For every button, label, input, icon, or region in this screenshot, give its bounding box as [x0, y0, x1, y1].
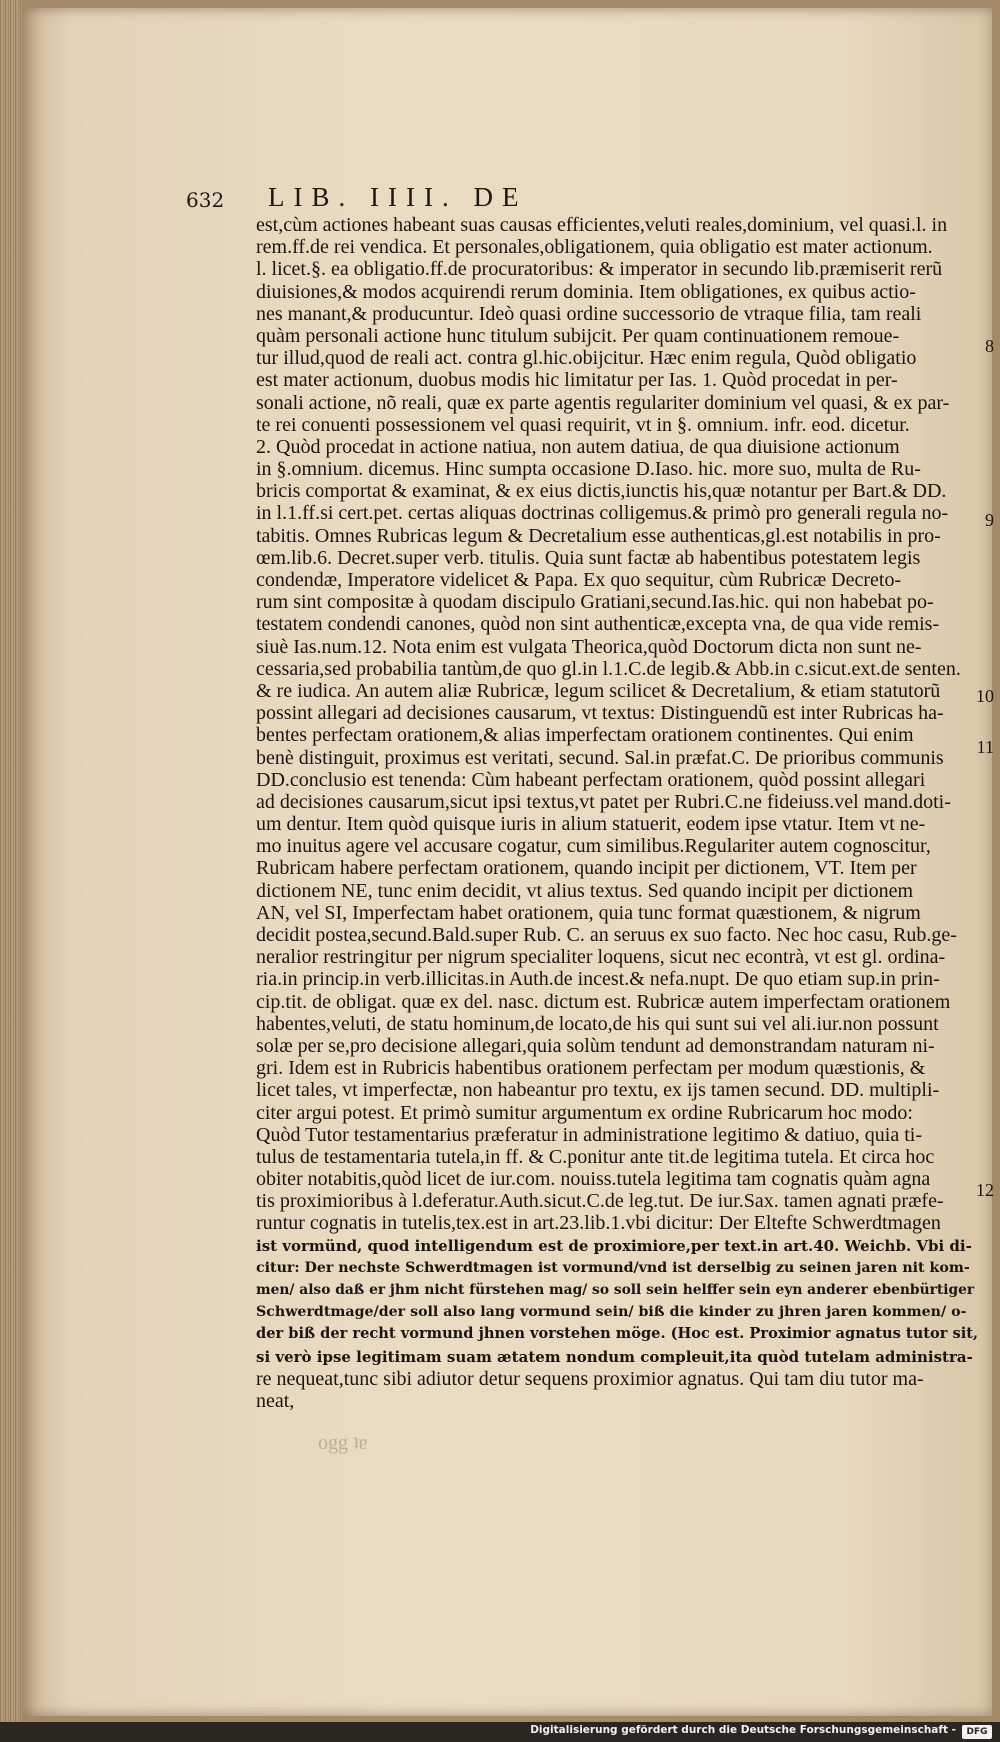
margin-number: 9: [985, 510, 994, 530]
margin-number: 8: [985, 336, 994, 356]
text-line: siuè Ias.num.12. Nota enim est vulgata Theorica,quòd Doctorum dicta non sunt ne-: [256, 635, 922, 658]
text-line: testatem condendi canones, quòd non sint authenticæ,excepta vna, de qua vide remis-: [256, 613, 940, 636]
text-line: solæ per se,pro decisione allegari,quia solùm tendunt ad demonstrandam naturam ni-: [256, 1034, 935, 1057]
text-line: bentes perfectam orationem,& alias imperfectam orationem continentes. Qui enim: [256, 724, 914, 747]
text-line: Rubricam habere perfectam orationem, quando incipit per dictionem, VT. Item per: [256, 857, 917, 880]
text-line: rum sint compositæ à quodam discipulo Gratiani,secund.Ias.hic. qui non habebat po-: [256, 591, 934, 614]
show-through-text: ogg ʇɐ: [318, 1432, 368, 1454]
text-line: licet tales, vt imperfectæ, non habeantur pro textu, ex ijs tamen secund. DD. multipli-: [256, 1079, 940, 1102]
text-line: si verò ipse legitimam suam ætatem nondum compleuit,ita quòd tutelam administra-: [256, 1347, 973, 1366]
text-line: in l.1.ff.si cert.pet. certas aliquas doctrinas colligemus.& primò pro generali regula no-: [256, 502, 949, 525]
text-line: sonali actione, nõ reali, quæ ex parte agentis regulariter dominium vel quasi, & ex par-: [256, 391, 950, 414]
margin-number: 11: [976, 737, 994, 757]
text-line: runtur cognatis in tutelis,tex.est in art.23.lib.1.vbi dicitur: Der Eltefte Schwerdtmagen: [256, 1212, 941, 1235]
text-line: l. licet.§. ea obligatio.ff.de procuratoribus: & imperator in secundo lib.præmiserit rerũ: [256, 258, 943, 281]
running-head: LIB. IIII. DE: [268, 182, 528, 212]
text-line: ist vormünd, quod intelligendum est de proximiore,per text.in art.40. Weichb. Vbi di-: [256, 1236, 972, 1255]
text-line: men/ also daß er jhm nicht fürstehen mag/ so soll sein helffer sein eyn anderer ebenbürtiger: [256, 1282, 975, 1298]
footer-credit: Digitalisierung gefördert durch die Deutsche Forschungsgemeinschaft -: [530, 1724, 956, 1736]
text-line: neat,: [256, 1389, 295, 1412]
text-line: ad decisiones causarum,sicut ipsi textus,vt patet per Rubri.C.ne fideiuss.vel mand.doti-: [256, 790, 951, 813]
text-line: ria.in princip.in verb.illicitas.in Auth.de incest.& nefa.nupt. De quo etiam sup.in prin-: [256, 968, 940, 991]
text-line: mo inuitus agere vel accusare cogatur, cum similibus.Regulariter autem cognoscitur,: [256, 835, 931, 858]
text-line: gri. Idem est in Rubricis habentibus orationem perfectam per modum quæstionis, &: [256, 1057, 926, 1080]
text-line: AN, vel SI, Imperfectam habet orationem, quia tunc format quæstionem, & nigrum: [256, 901, 921, 924]
text-line: in §.omnium. dicemus. Hinc sumpta occasione D.Iaso. hic. more suo, multa de Ru-: [256, 458, 921, 481]
text-line: decidit postea,secund.Bald.super Rub. C. an seruus ex suo facto. Nec hoc casu, Rub.ge-: [256, 924, 957, 946]
margin-number: 10: [976, 686, 994, 706]
text-line: tabitis. Omnes Rubricas legum & Decretalium esse authenticas,gl.est notabilis in pro-: [256, 524, 941, 547]
page-number: 632: [186, 188, 225, 212]
text-line: 2. Quòd procedat in actione natiua, non autem datiua, de qua diuisione actionum: [256, 435, 900, 458]
text-line: tis proximioribus à l.deferatur.Auth.sicut.C.de leg.tut. De iur.Sax. tamen agnati præfe-: [256, 1190, 944, 1213]
text-line: tulus de testamentaria tutela,in ff. & C.ponitur ante tit.de legitima tutela. Et circa hoc: [256, 1145, 935, 1168]
text-line: obiter notabitis,quòd licet de iur.com. nouiss.tutela legitima tam cognatis quàm agna: [256, 1168, 931, 1191]
text-line: dictionem NE, tunc enim decidit, vt alius textus. Sed quando incipit per dictionem: [256, 879, 914, 902]
text-line: Schwerdtmage/der soll also lang vormund sein/ biß die kinder zu jhren jaren kommen/ o-: [256, 1304, 967, 1321]
text-line: um dentur. Item quòd quisque iuris in alium statuerit, eodem ipse vtatur. Item vt ne-: [256, 813, 926, 836]
text-line: possint allegari ad decisiones causarum, vt textus: Distinguendũ est inter Rubricas ha-: [256, 702, 944, 725]
text-line: est,cùm actiones habeant suas causas efficientes,veluti reales,dominium, vel quasi.l. in: [256, 214, 948, 236]
text-line: cessaria,sed probabilia tantùm,de quo gl.in l.1.C.de legib.& Abb.in c.sicut.ext.de senten.: [256, 657, 961, 680]
text-line: quàm personali actione hunc titulum subijcit. Per quam continuationem remoue-: [256, 324, 900, 347]
text-line: condendæ, Imperatore videlicet & Papa. Ex quo sequitur, cùm Rubricæ Decreto-: [256, 569, 902, 591]
text-line: cip.tit. de obligat. quæ ex del. nasc. dictum est. Rubricæ autem imperfectam orationem: [256, 990, 951, 1013]
text-line: tur illud,quod de reali act. contra gl.hic.obijcitur. Hæc enim regula, Quòd obligatio: [256, 347, 917, 370]
text-line: diuisiones,& modos acquirendi rerum dominia. Item obligationes, ex quibus actio-: [256, 280, 916, 303]
text-line: te rei conuenti possessionem vel quasi requirit, vt in §. omnium. infr. eod. dicetur.: [256, 413, 910, 436]
text-line: re nequeat,tunc sibi adiutor detur sequens proximior agnatus. Qui tam diu tutor ma-: [256, 1367, 924, 1390]
text-line: Quòd Tutor testamentarius præferatur in administratione legitimo & datiuo, quia ti-: [256, 1123, 923, 1146]
text-line: benè distinguit, proximus est veritati, secund. Sal.in præfat.C. De prioribus communis: [256, 746, 944, 769]
page-edges: [0, 0, 22, 1722]
text-line: citer argui potest. Et primò sumitur argumentum ex ordine Rubricarum hoc modo:: [256, 1101, 913, 1124]
text-line: nes manant,& producuntur. Ideò quasi ordine successorio de vtraque filia, tam reali: [256, 302, 922, 325]
body-text: [256, 214, 982, 1412]
text-line: bricis comportat & examinat, & ex eius dictis,iunctis his,quæ notantur per Bart.& DD.: [256, 480, 947, 503]
text-line: neralior restringitur per nigrum specialiter loquens, sicut nec econtrà, vt est gl. ordina-: [256, 946, 946, 969]
text-line: habentes,veluti, de statu hominum,de locato,de his qui sunt sui vel ali.iur.non possunt: [256, 1012, 939, 1035]
dfg-logo-icon: DFG: [962, 1725, 992, 1739]
page-header: [186, 182, 746, 212]
footer-bar: [0, 1722, 1000, 1742]
text-line: der biß der recht vormund jhnen vorstehen möge. (Hoc est. Proximior agnatus tutor sit,: [256, 1325, 979, 1343]
text-line: DD.conclusio est tenenda: Cùm habeant perfectam orationem, quòd possint allegari: [256, 768, 926, 791]
text-line: citur: Der nechste Schwerdtmagen ist vormund/vnd ist derselbig zu seinen jaren nit kom-: [256, 1259, 970, 1276]
text-line: rem.ff.de rei vendica. Et personales,obligationem, quia obligatio est mater actionum.: [256, 236, 933, 259]
text-line: & re iudica. An autem aliæ Rubricæ, legum scilicet & Decretalium, & etiam statutorũ: [256, 679, 941, 702]
text-line: œm.lib.6. Decret.super verb. titulis. Quia sunt factæ ab habentibus potestatem legis: [256, 546, 921, 569]
margin-number: 12: [976, 1180, 994, 1200]
text-line: est mater actionum, duobus modis hic limitatur per Ias. 1. Quòd procedat in per-: [256, 369, 898, 392]
